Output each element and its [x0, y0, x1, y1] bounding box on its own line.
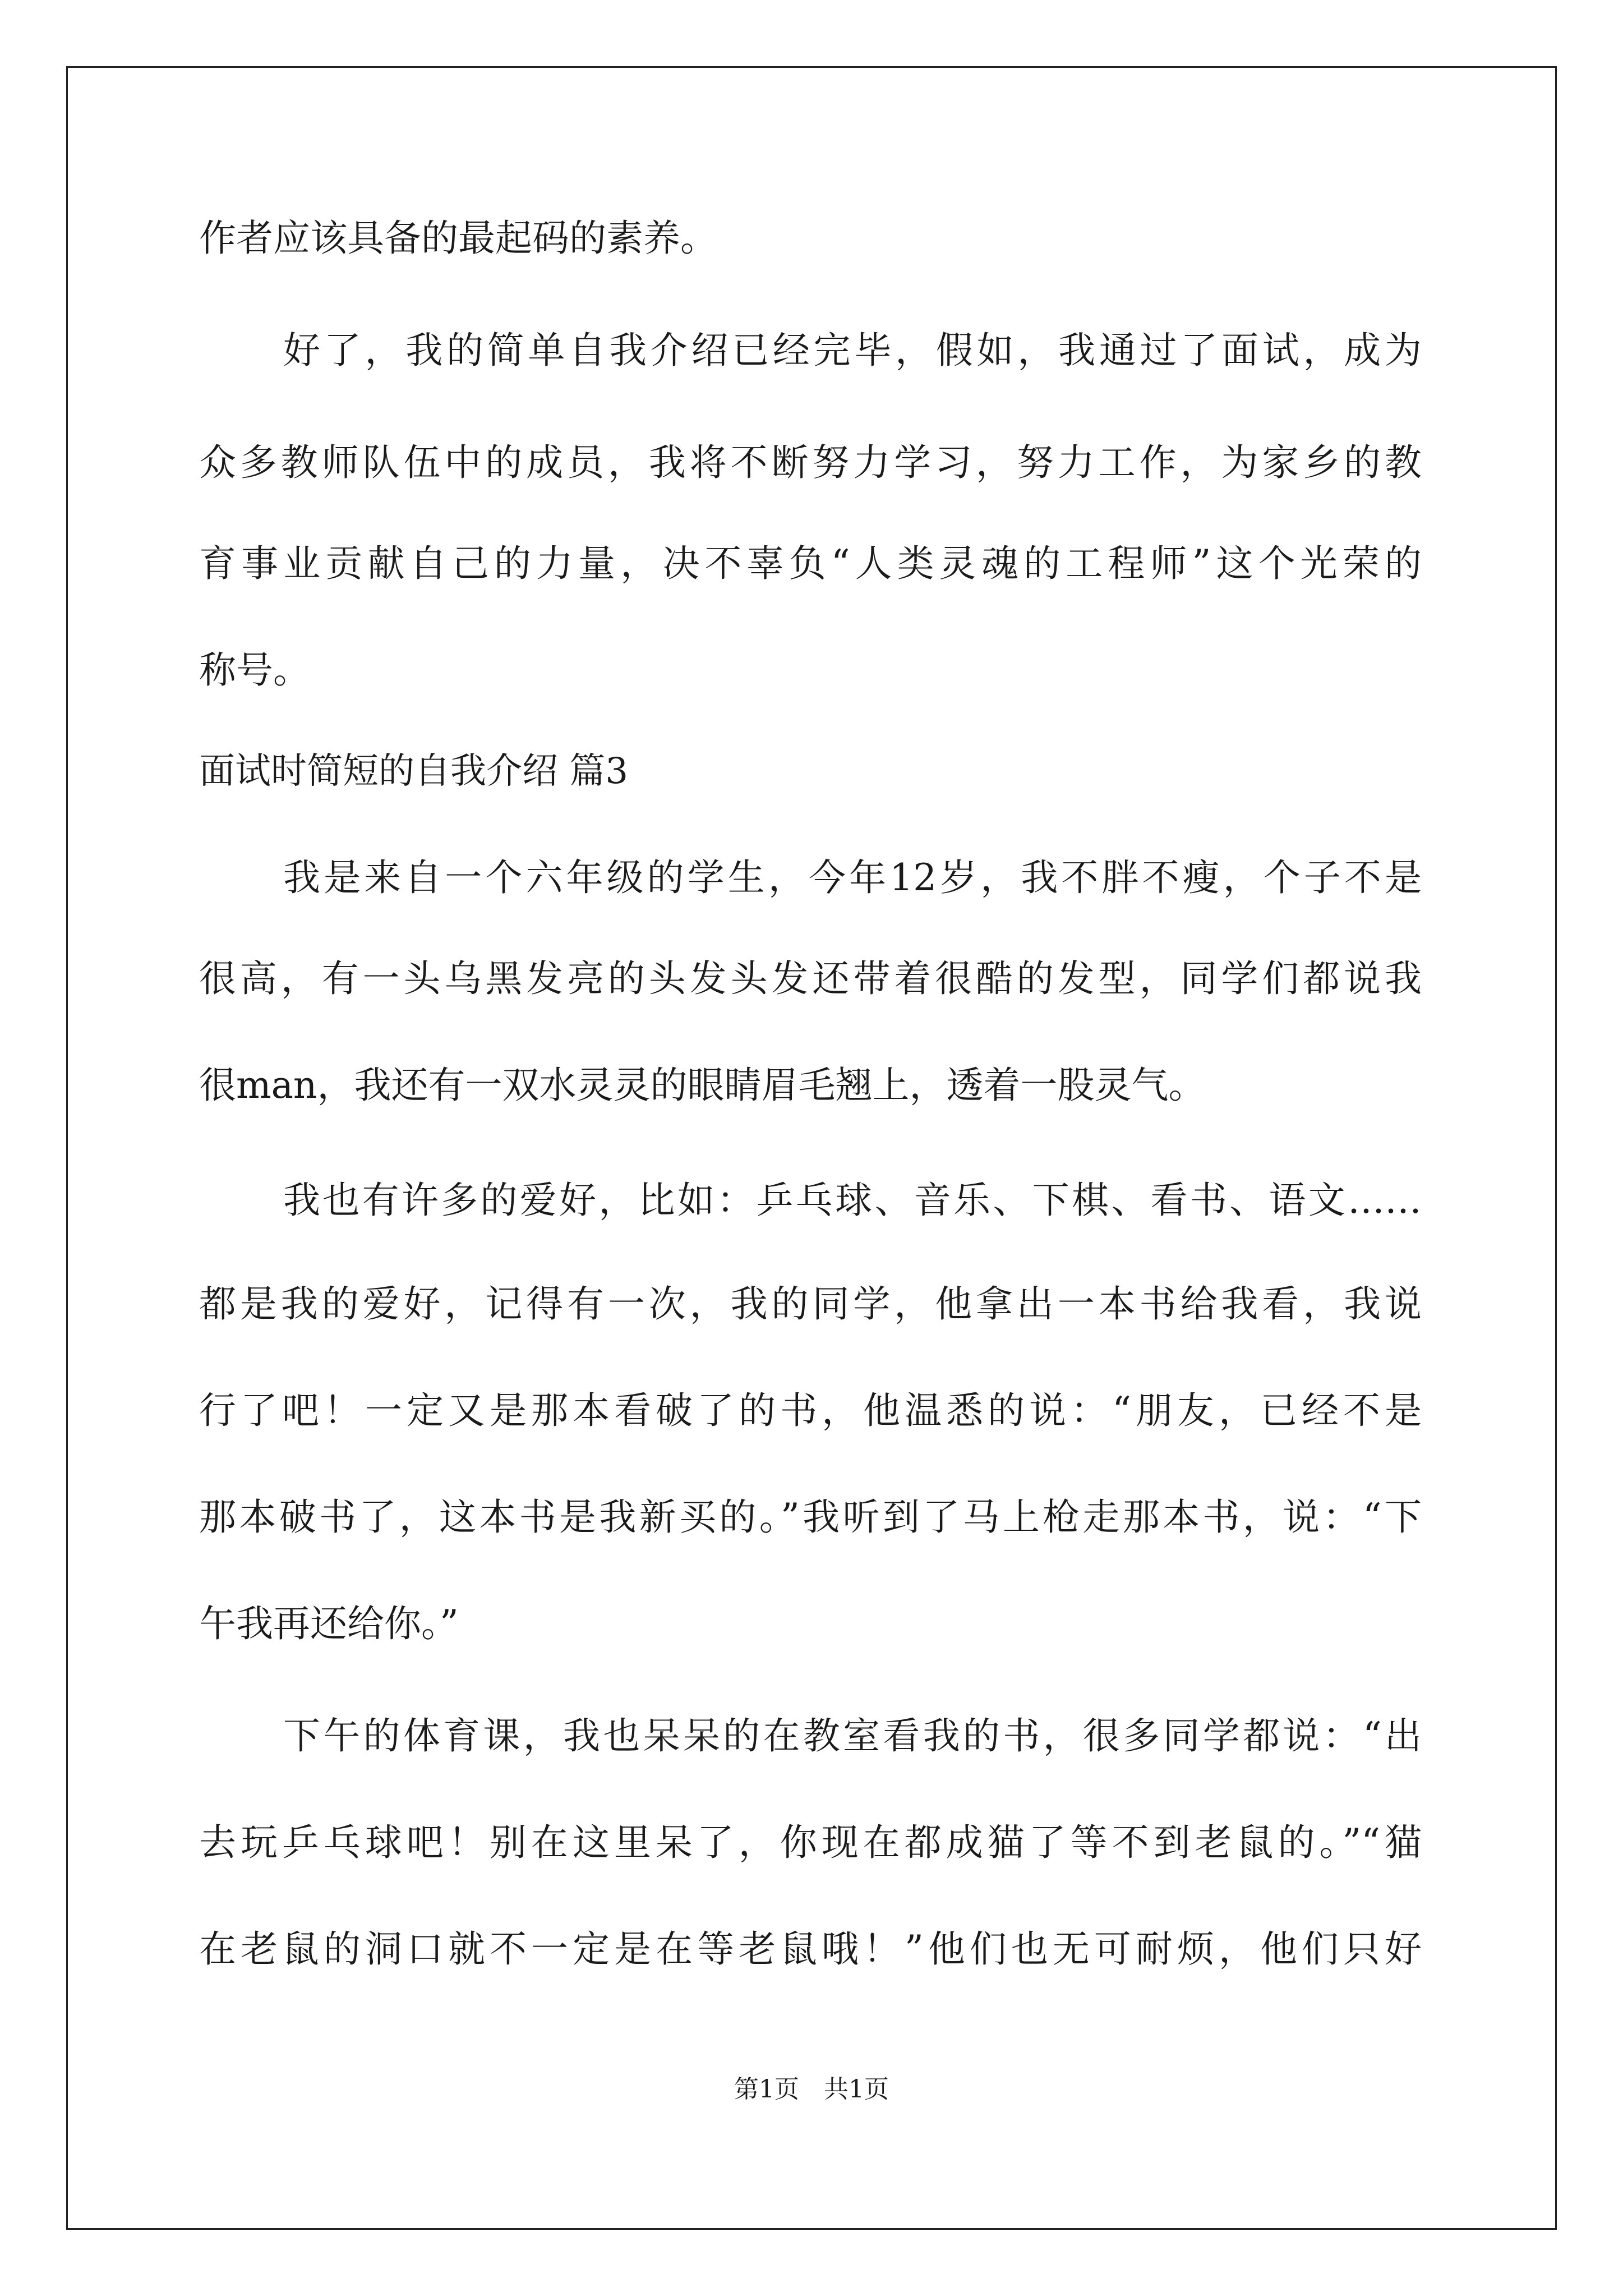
- paragraph-line: 很高，有一头乌黑发亮的头发头发还带着很酷的发型，同学们都说我: [199, 957, 1422, 1000]
- paragraph-line: 众多教师队伍中的成员，我将不断努力学习，努力工作，为家乡的教: [199, 441, 1422, 484]
- paragraph-line: 我是来自一个六年级的学生，今年12岁，我不胖不瘦，个子不是: [283, 856, 1422, 899]
- paragraph-line: 作者应该具备的最起码的素养。: [199, 217, 717, 260]
- paragraph-line: 都是我的爱好，记得有一次，我的同学，他拿出一本书给我看，我说: [199, 1282, 1422, 1326]
- paragraph-line: 午我再还给你。”: [199, 1602, 459, 1645]
- paragraph-line: 那本破书了，这本书是我新买的。”我听到了马上枪走那本书，说：“下: [199, 1496, 1422, 1539]
- paragraph-line: 行了吧！一定又是那本看破了的书，他温悉的说：“朋友，已经不是: [199, 1389, 1422, 1432]
- paragraph-line: 很man，我还有一双水灵灵的眼睛眉毛翘上，透着一股灵气。: [199, 1064, 1206, 1107]
- page-border: [66, 66, 1557, 2230]
- paragraph-line: 育事业贡献自己的力量，决不辜负“人类灵魂的工程师”这个光荣的: [199, 542, 1422, 585]
- paragraph-line: 我也有许多的爱好，比如：乒乓球、音乐、下棋、看书、语文……: [283, 1179, 1422, 1222]
- paragraph-line: 称号。: [199, 648, 310, 692]
- paragraph-line: 在老鼠的洞口就不一定是在等老鼠哦！”他们也无可耐烦，他们只好: [199, 1927, 1422, 1971]
- paragraph-line: 下午的体育课，我也呆呆的在教室看我的书，很多同学都说：“出: [283, 1714, 1422, 1757]
- section-heading: 面试时简短的自我介绍 篇3: [199, 751, 629, 792]
- page-footer: 第1页 共1页: [734, 2075, 889, 2104]
- paragraph-line: 去玩乒乓球吧！别在这里呆了，你现在都成猫了等不到老鼠的。”“猫: [199, 1821, 1422, 1864]
- paragraph-line: 好了，我的简单自我介绍已经完毕，假如，我通过了面试，成为: [283, 329, 1422, 372]
